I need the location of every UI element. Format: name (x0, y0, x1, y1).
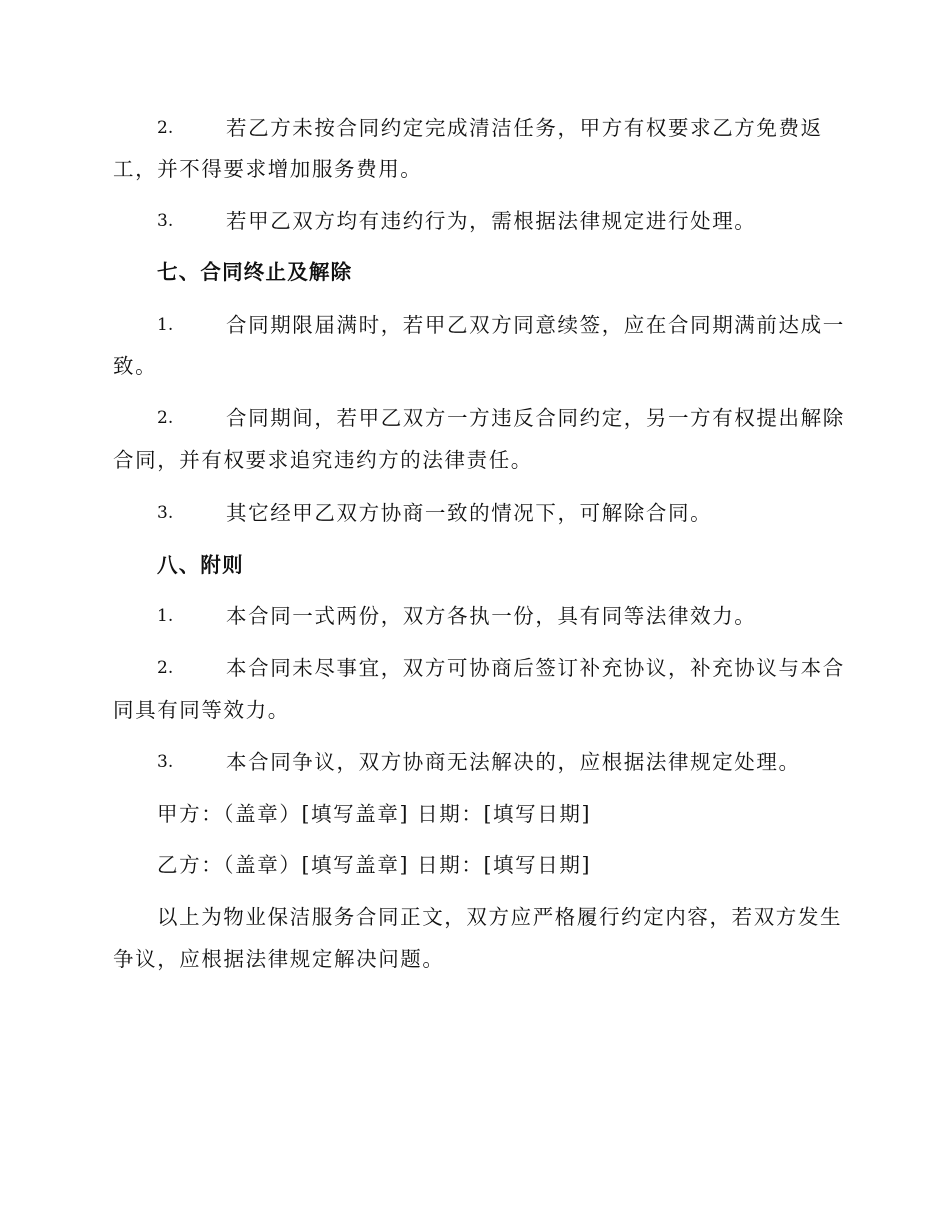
clause-number: 2. (157, 658, 174, 678)
clause-text: 本合同未尽事宜，双方可协商后签订补充协议，补充协议与本合 (226, 656, 845, 680)
clause-text: 本合同一式两份，双方各执一份，具有同等法律效力。 (226, 604, 757, 628)
clause-number: 3. (157, 503, 174, 523)
paragraph-text-continued: 争议，应根据法律规定解决问题。 (113, 947, 445, 971)
clause-text: 若乙方未按合同约定完成清洁任务，甲方有权要求乙方免费返 (226, 116, 823, 140)
clause-text: 合同期间，若甲乙双方一方违反合同约定，另一方有权提出解除 (226, 406, 845, 430)
clause-7-1-continued (0, 346, 950, 386)
section-heading-7 (0, 252, 950, 292)
clause-number: 2. (157, 118, 174, 138)
clause-7-1 (0, 305, 950, 345)
clause-8-1 (0, 596, 950, 636)
section-heading-8 (0, 545, 950, 585)
clause-8-3 (0, 742, 950, 782)
section-title: 七、合同终止及解除 (157, 260, 353, 284)
clause-7-2 (0, 398, 950, 438)
clause-number: 2. (157, 408, 174, 428)
clause-text-continued: 同具有同等效力。 (113, 698, 290, 722)
clause-8-2 (0, 648, 950, 688)
clause-6-2-continued (0, 149, 950, 189)
clause-text: 本合同争议，双方协商无法解决的，应根据法律规定处理。 (226, 750, 801, 774)
clause-text: 合同期限届满时，若甲乙双方同意续签，应在合同期满前达成一 (226, 313, 845, 337)
clause-number: 3. (157, 752, 174, 772)
clause-6-2 (0, 108, 950, 148)
clause-number: 3. (157, 211, 174, 231)
party-b-signature-line (0, 845, 950, 885)
closing-paragraph-continued (0, 939, 950, 979)
paragraph-text: 以上为物业保洁服务合同正文，双方应严格履行约定内容，若双方发生 (157, 905, 843, 929)
closing-paragraph (0, 897, 950, 937)
clause-number: 1. (157, 606, 174, 626)
signature-text: 甲方：（盖章）[填写盖章] 日期：[填写日期] (157, 802, 592, 826)
clause-text: 其它经甲乙双方协商一致的情况下，可解除合同。 (226, 501, 713, 525)
signature-text: 乙方：（盖章）[填写盖章] 日期：[填写日期] (157, 853, 592, 877)
clause-text-continued: 合同，并有权要求追究违约方的法律责任。 (113, 448, 533, 472)
clause-number: 1. (157, 315, 174, 335)
clause-text-continued: 致。 (113, 354, 158, 378)
clause-8-2-continued (0, 690, 950, 730)
clause-text: 若甲乙双方均有违约行为，需根据法律规定进行处理。 (226, 209, 757, 233)
party-a-signature-line (0, 794, 950, 834)
clause-text-continued: 工，并不得要求增加服务费用。 (113, 157, 423, 181)
clause-7-2-continued (0, 440, 950, 480)
clause-7-3 (0, 493, 950, 533)
section-title: 八、附则 (157, 553, 244, 577)
clause-6-3 (0, 201, 950, 241)
